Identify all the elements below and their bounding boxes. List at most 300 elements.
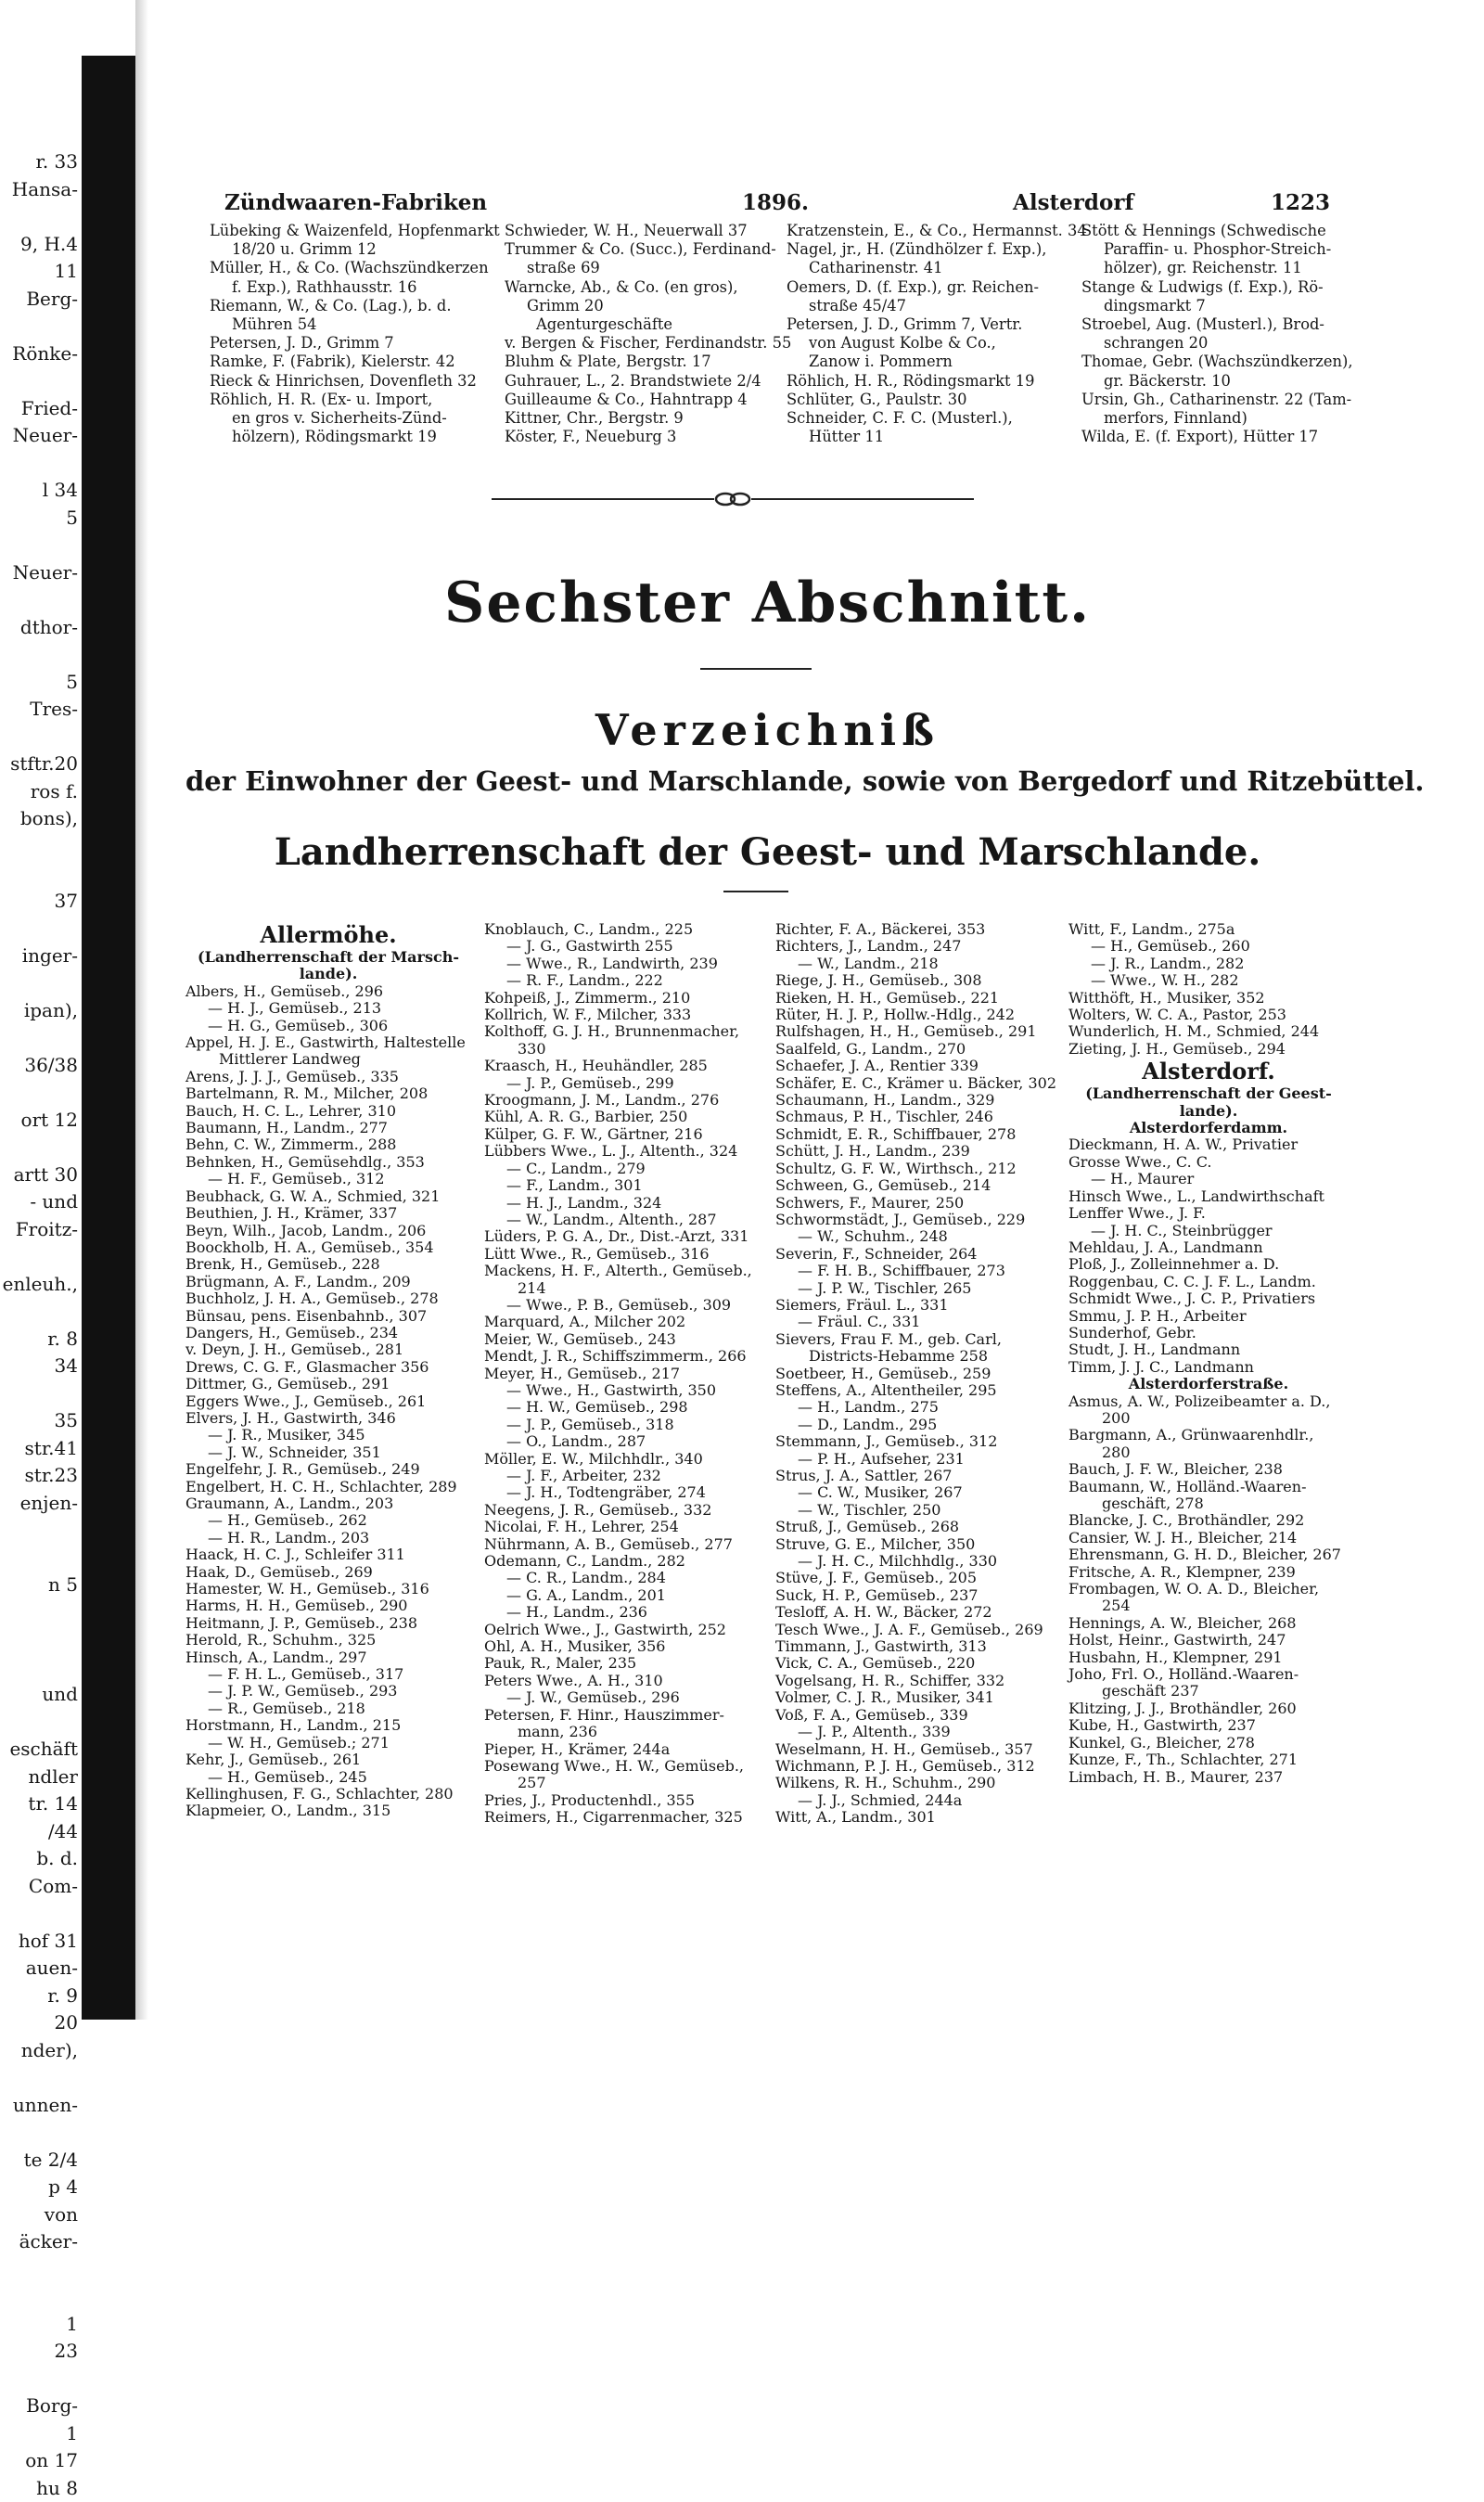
listing-line: Ursin, Gh., Catharinenstr. 22 (Tam- bbox=[1081, 391, 1350, 409]
listing-line: Petersen, J. D., Grimm 7, Vertr. bbox=[787, 315, 1078, 334]
fragment-line: hof 31 bbox=[0, 1928, 82, 1956]
resident-entry: Tesloff, A. H. W., Bäcker, 272 bbox=[775, 1604, 1054, 1621]
listing-line: Riemann, W., & Co. (Lag.), b. d. bbox=[210, 297, 505, 315]
fragment-line: hu 8 bbox=[0, 2475, 82, 2502]
resident-entry: — J. F., Arbeiter, 232 bbox=[484, 1468, 762, 1484]
resident-entry: Sievers, Frau F. M., geb. Carl, bbox=[775, 1331, 1054, 1348]
resident-entry: Soetbeer, H., Gemüseb., 259 bbox=[775, 1366, 1054, 1382]
listing-line: Oemers, D. (f. Exp.), gr. Reichen- bbox=[787, 278, 1078, 297]
resident-entry: — Wwe., P. B., Gemüseb., 309 bbox=[484, 1297, 762, 1314]
resident-entry: Limbach, H. B., Maurer, 237 bbox=[1068, 1769, 1349, 1786]
resident-entry: Harms, H. H., Gemüseb., 290 bbox=[186, 1597, 471, 1614]
resident-entry: Ohl, A. H., Musiker, 356 bbox=[484, 1638, 762, 1655]
section-heading: Allermöhe. bbox=[186, 921, 471, 949]
resident-entry: — H., Gemüseb., 260 bbox=[1068, 938, 1349, 955]
fragment-line bbox=[0, 450, 82, 478]
resident-entry: Sunderhof, Gebr. bbox=[1068, 1325, 1349, 1341]
listing-line: Rieck & Hinrichsen, Dovenfleth 32 bbox=[210, 372, 505, 391]
fragment-line: Com- bbox=[0, 1873, 82, 1901]
resident-entry: Meyer, H., Gemüseb., 217 bbox=[484, 1366, 762, 1382]
resident-entry: 280 bbox=[1068, 1444, 1349, 1461]
resident-entry: geschäft, 278 bbox=[1068, 1495, 1349, 1512]
fragment-line: auen- bbox=[0, 1955, 82, 1982]
fragment-line: eschäft bbox=[0, 1736, 82, 1764]
resident-entry: 330 bbox=[484, 1041, 762, 1058]
resident-entry: Struß, J., Gemüseb., 268 bbox=[775, 1519, 1054, 1535]
fragment-line bbox=[0, 1134, 82, 1161]
match-factory-listing bbox=[186, 222, 1350, 621]
resident-entry: Klitzing, J. J., Brothändler, 260 bbox=[1068, 1700, 1349, 1717]
resident-entry: Blancke, J. C., Brothändler, 292 bbox=[1068, 1512, 1349, 1529]
resident-entry: Witt, F., Landm., 275a bbox=[1068, 921, 1349, 938]
listing-line: Nagel, jr., H. (Zündhölzer f. Exp.), bbox=[787, 240, 1078, 259]
main-column-3 bbox=[775, 921, 1054, 1827]
resident-entry: — D., Landm., 295 bbox=[775, 1417, 1054, 1433]
resident-entry: Eggers Wwe., J., Gemüseb., 261 bbox=[186, 1393, 471, 1410]
resident-entry: Appel, H. J. E., Gastwirth, Haltestelle bbox=[186, 1034, 471, 1051]
resident-entry: Suck, H. P., Gemüseb., 237 bbox=[775, 1587, 1054, 1604]
resident-entry: Kroogmann, J. M., Landm., 276 bbox=[484, 1092, 762, 1109]
resident-entry: — O., Landm., 287 bbox=[484, 1433, 762, 1450]
resident-entry: v. Deyn, J. H., Gemüseb., 281 bbox=[186, 1341, 471, 1358]
fragment-line: 5 bbox=[0, 669, 82, 697]
fragment-line: und bbox=[0, 1681, 82, 1709]
fragment-line: artt 30 bbox=[0, 1161, 82, 1189]
listing-line: Guilleaume & Co., Hahntrapp 4 bbox=[505, 391, 783, 409]
listing-line: straße 69 bbox=[505, 259, 783, 277]
section-heading: lande). bbox=[1068, 1103, 1349, 1120]
resident-entry: Bargmann, A., Grünwaarenhdlr., bbox=[1068, 1427, 1349, 1443]
resident-entry: Ehrensmann, G. H. D., Bleicher, 267 bbox=[1068, 1546, 1349, 1563]
resident-entry: Buchholz, J. H. A., Gemüseb., 278 bbox=[186, 1290, 471, 1307]
fragment-line: enjen- bbox=[0, 1490, 82, 1518]
fragment-line bbox=[0, 969, 82, 997]
resident-entry: Boockholb, H. A., Gemüseb., 354 bbox=[186, 1239, 471, 1256]
fragment-line bbox=[0, 532, 82, 559]
fragment-line bbox=[0, 1709, 82, 1737]
fragment-line: 1 bbox=[0, 2420, 82, 2448]
fragment-line bbox=[0, 860, 82, 888]
main-column-1 bbox=[186, 921, 471, 1820]
resident-entry: Wilkens, R. H., Schuhm., 290 bbox=[775, 1775, 1054, 1791]
resident-entry: — J. H. C., Milchhdlg., 330 bbox=[775, 1553, 1054, 1570]
resident-entry: — W., Landm., 218 bbox=[775, 956, 1054, 972]
resident-entry: Odemann, C., Landm., 282 bbox=[484, 1553, 762, 1570]
resident-entry: — H., Landm., 275 bbox=[775, 1399, 1054, 1416]
resident-entry: Peters Wwe., A. H., 310 bbox=[484, 1673, 762, 1689]
listing-line: Zanow i. Pommern bbox=[787, 353, 1078, 371]
resident-entry: Kohpeiß, J., Zimmerm., 210 bbox=[484, 990, 762, 1007]
listing-line: Kratzenstein, E., & Co., Hermannst. 34 bbox=[787, 222, 1078, 240]
listing-line: Stroebel, Aug. (Musterl.), Brod- bbox=[1081, 315, 1350, 334]
resident-entry: Smmu, J. P. H., Arbeiter bbox=[1068, 1308, 1349, 1325]
fragment-line bbox=[0, 1298, 82, 1326]
resident-entry: — P. H., Aufseher, 231 bbox=[775, 1451, 1054, 1468]
fragment-line bbox=[0, 641, 82, 669]
resident-entry: — Fräul. C., 331 bbox=[775, 1314, 1054, 1330]
listing-line: Stött & Hennings (Schwedische bbox=[1081, 222, 1350, 240]
listing-line: Stange & Ludwigs (f. Exp.), Rö- bbox=[1081, 278, 1350, 297]
resident-entry: Meier, W., Gemüseb., 243 bbox=[484, 1331, 762, 1348]
fragment-line: ipan), bbox=[0, 997, 82, 1025]
listing-line: Lübeking & Waizenfeld, Hopfenmarkt bbox=[210, 222, 505, 240]
listing-line: Petersen, J. D., Grimm 7 bbox=[210, 334, 505, 353]
resident-entry: Frombagen, W. O. A. D., Bleicher, bbox=[1068, 1581, 1349, 1597]
resident-entry: Kunze, F., Th., Schlachter, 271 bbox=[1068, 1751, 1349, 1768]
header-page-number: 1223 bbox=[1271, 190, 1330, 215]
fragment-line: Fried- bbox=[0, 395, 82, 423]
listing-line: Mühren 54 bbox=[210, 315, 505, 334]
resident-entry: Witt, A., Landm., 301 bbox=[775, 1809, 1054, 1826]
fragment-line bbox=[0, 2064, 82, 2092]
resident-entry: — H., Maurer bbox=[1068, 1171, 1349, 1187]
listing-line: Hütter 11 bbox=[787, 428, 1078, 446]
resident-entry: Cansier, W. J. H., Bleicher, 214 bbox=[1068, 1530, 1349, 1546]
resident-entry: Dittmer, G., Gemüseb., 291 bbox=[186, 1376, 471, 1392]
resident-entry: — C. R., Landm., 284 bbox=[484, 1570, 762, 1586]
fragment-line bbox=[0, 2283, 82, 2311]
resident-entry: Lenffer Wwe., J. F. bbox=[1068, 1205, 1349, 1222]
fragment-line: Neuer- bbox=[0, 559, 82, 587]
resident-entry: Grosse Wwe., C. C. bbox=[1068, 1154, 1349, 1171]
fragment-line bbox=[0, 1024, 82, 1052]
resident-entry: Nührmann, A. B., Gemüseb., 277 bbox=[484, 1536, 762, 1553]
resident-entry: Beyn, Wilh., Jacob, Landm., 206 bbox=[186, 1223, 471, 1239]
resident-entry: Marquard, A., Milcher 202 bbox=[484, 1314, 762, 1330]
fragment-line: nder), bbox=[0, 2037, 82, 2065]
resident-entry: Schmaus, P. H., Tischler, 246 bbox=[775, 1109, 1054, 1125]
resident-entry: Oelrich Wwe., J., Gastwirth, 252 bbox=[484, 1622, 762, 1638]
main-column-2 bbox=[484, 921, 762, 1827]
listing-line: Schneider, C. F. C. (Musterl.), bbox=[787, 409, 1078, 428]
resident-entry: Herold, R., Schuhm., 325 bbox=[186, 1632, 471, 1649]
resident-entry: Pauk, R., Maler, 235 bbox=[484, 1655, 762, 1672]
resident-entry: Schmidt, E. R., Schiffbauer, 278 bbox=[775, 1126, 1054, 1143]
fragment-line: bons), bbox=[0, 805, 82, 833]
listing-line: Paraffin- u. Phosphor-Streich- bbox=[1081, 240, 1350, 259]
fragment-line: ndler bbox=[0, 1764, 82, 1791]
resident-entry: Stüve, J. F., Gemüseb., 205 bbox=[775, 1570, 1054, 1586]
resident-entry: Schultz, G. F. W., Wirthsch., 212 bbox=[775, 1161, 1054, 1177]
resident-entry: — J. P., Gemüseb., 318 bbox=[484, 1417, 762, 1433]
resident-entry: Volmer, C. J. R., Musiker, 341 bbox=[775, 1689, 1054, 1706]
resident-entry: — J. J., Schmied, 244a bbox=[775, 1792, 1054, 1809]
resident-entry: Vick, C. A., Gemüseb., 220 bbox=[775, 1655, 1054, 1672]
resident-entry: — J. P. W., Gemüseb., 293 bbox=[186, 1683, 471, 1700]
resident-entry: Schäfer, E. C., Krämer u. Bäcker, 302 bbox=[775, 1075, 1054, 1092]
fragment-line: ros f. bbox=[0, 778, 82, 806]
resident-entry: Hinsch Wwe., L., Landwirthschaft bbox=[1068, 1188, 1349, 1205]
resident-entry: Beubhack, G. W. A., Schmied, 321 bbox=[186, 1188, 471, 1205]
facing-page-fragments bbox=[0, 148, 82, 1967]
resident-entry: Lüders, P. G. A., Dr., Dist.-Arzt, 331 bbox=[484, 1228, 762, 1245]
resident-entry: Bünsau, pens. Eisenbahnb., 307 bbox=[186, 1308, 471, 1325]
listing-line: 18/20 u. Grimm 12 bbox=[210, 240, 505, 259]
fragment-line: unnen- bbox=[0, 2092, 82, 2120]
fragment-line: tr. 14 bbox=[0, 1790, 82, 1818]
fragment-line bbox=[0, 586, 82, 614]
resident-entry: Möller, E. W., Milchhdlr., 340 bbox=[484, 1451, 762, 1468]
listing-line: f. Exp.), Rathhausstr. 16 bbox=[210, 278, 505, 297]
resident-listing bbox=[186, 921, 1350, 1988]
resident-entry: Rieken, H. H., Gemüseb., 221 bbox=[775, 990, 1054, 1007]
running-header bbox=[186, 190, 1350, 218]
section-heading: (Landherrenschaft der Marsch- bbox=[186, 949, 471, 966]
resident-entry: Steffens, A., Altentheiler, 295 bbox=[775, 1382, 1054, 1399]
fragment-line: 5 bbox=[0, 505, 82, 532]
resident-entry: Drews, C. G. F., Glasmacher 356 bbox=[186, 1359, 471, 1376]
resident-entry: Neegens, J. R., Gemüseb., 332 bbox=[484, 1502, 762, 1519]
listing-line: gr. Bäckerstr. 10 bbox=[1081, 372, 1350, 391]
resident-entry: Schaumann, H., Landm., 329 bbox=[775, 1092, 1054, 1109]
resident-entry: — F. H. B., Schiffbauer, 273 bbox=[775, 1263, 1054, 1279]
section-heading: Alsterdorferdamm. bbox=[1068, 1120, 1349, 1136]
fragment-line: Hansa- bbox=[0, 176, 82, 204]
resident-entry: Wichmann, P. J. H., Gemüseb., 312 bbox=[775, 1758, 1054, 1775]
resident-entry: Bauch, H. C. L., Lehrer, 310 bbox=[186, 1103, 471, 1120]
fragment-line: 1 bbox=[0, 2311, 82, 2339]
resident-entry: Baumann, W., Holländ.-Waaren- bbox=[1068, 1479, 1349, 1495]
resident-entry: — J. R., Landm., 282 bbox=[1068, 956, 1349, 972]
resident-entry: Petersen, F. Hinr., Hauszimmer- bbox=[484, 1707, 762, 1724]
fragment-line: r. 33 bbox=[0, 148, 82, 176]
listing-line: von August Kolbe & Co., bbox=[787, 334, 1078, 353]
resident-entry: — J. P., Altenth., 339 bbox=[775, 1724, 1054, 1740]
fragment-line: Neuer- bbox=[0, 422, 82, 450]
listing-line: Agenturgeschäfte bbox=[505, 315, 783, 334]
resident-entry: — J. H. C., Steinbrügger bbox=[1068, 1223, 1349, 1239]
fragment-line bbox=[0, 1545, 82, 1572]
resident-entry: — H. W., Gemüseb., 298 bbox=[484, 1399, 762, 1416]
fragment-line bbox=[0, 313, 82, 340]
resident-entry: — F. H. L., Gemüseb., 317 bbox=[186, 1666, 471, 1683]
resident-entry: Brenk, H., Gemüseb., 228 bbox=[186, 1256, 471, 1273]
title-rule-2 bbox=[723, 891, 788, 892]
resident-entry: Nicolai, F. H., Lehrer, 254 bbox=[484, 1519, 762, 1535]
resident-entry: Strus, J. A., Sattler, 267 bbox=[775, 1468, 1054, 1484]
resident-entry: — G. A., Landm., 201 bbox=[484, 1587, 762, 1604]
resident-entry: Lübbers Wwe., L. J., Altenth., 324 bbox=[484, 1143, 762, 1160]
resident-entry: Posewang Wwe., H. W., Gemüseb., bbox=[484, 1758, 762, 1775]
listing-line: Trummer & Co. (Succ.), Ferdinand- bbox=[505, 240, 783, 259]
district-title: Landherrenschaft der Geest- und Marschlande. bbox=[186, 830, 1350, 874]
resident-entry: Kube, H., Gastwirth, 237 bbox=[1068, 1717, 1349, 1734]
listing-line: Wilda, E. (f. Export), Hütter 17 bbox=[1081, 428, 1350, 446]
fragment-line: b. d. bbox=[0, 1845, 82, 1873]
listing-line: schrangen 20 bbox=[1081, 334, 1350, 353]
resident-entry: Albers, H., Gemüseb., 296 bbox=[186, 983, 471, 1000]
fragment-line: r. 8 bbox=[0, 1326, 82, 1354]
fragment-line: 11 bbox=[0, 258, 82, 286]
fragment-line: Froitz- bbox=[0, 1216, 82, 1244]
resident-entry: Kraasch, H., Heuhändler, 285 bbox=[484, 1058, 762, 1074]
resident-entry: Joho, Frl. O., Holländ.-Waaren- bbox=[1068, 1666, 1349, 1683]
fragment-line bbox=[0, 1517, 82, 1545]
resident-entry: Haak, D., Gemüseb., 269 bbox=[186, 1564, 471, 1581]
resident-entry: — W., Landm., Altenth., 287 bbox=[484, 1212, 762, 1228]
resident-entry: — C., Landm., 279 bbox=[484, 1161, 762, 1177]
fragment-line: Borg- bbox=[0, 2393, 82, 2420]
fragment-line bbox=[0, 1243, 82, 1271]
listing-line: Schlüter, G., Paulstr. 30 bbox=[787, 391, 1078, 409]
resident-entry: Mehldau, J. A., Landmann bbox=[1068, 1239, 1349, 1256]
resident-entry: — J. W., Schneider, 351 bbox=[186, 1444, 471, 1461]
resident-entry: Knoblauch, C., Landm., 225 bbox=[484, 921, 762, 938]
resident-entry: mann, 236 bbox=[484, 1724, 762, 1740]
listing-line: en gros v. Sicherheits-Zünd- bbox=[210, 409, 505, 428]
resident-entry: Richters, J., Landm., 247 bbox=[775, 938, 1054, 955]
resident-entry: — Wwe., R., Landwirth, 239 bbox=[484, 956, 762, 972]
fragment-line: 34 bbox=[0, 1353, 82, 1380]
resident-entry: — H. G., Gemüseb., 306 bbox=[186, 1018, 471, 1034]
resident-entry: Schwormstädt, J., Gemüseb., 229 bbox=[775, 1212, 1054, 1228]
resident-entry: Dangers, H., Gemüseb., 234 bbox=[186, 1325, 471, 1341]
fragment-line: 37 bbox=[0, 888, 82, 916]
scan-binding-edge bbox=[82, 56, 135, 2020]
listing-line: Thomae, Gebr. (Wachszündkerzen), bbox=[1081, 353, 1350, 371]
fragment-line: ort 12 bbox=[0, 1107, 82, 1135]
fragment-line bbox=[0, 2256, 82, 2284]
header-left: Zündwaaren-Fabriken bbox=[224, 190, 487, 215]
fragment-line: - und bbox=[0, 1188, 82, 1216]
listing-line: Köster, F., Neueburg 3 bbox=[505, 428, 783, 446]
resident-entry: Asmus, A. W., Polizeibeamter a. D., bbox=[1068, 1393, 1349, 1410]
resident-entry: 254 bbox=[1068, 1597, 1349, 1614]
resident-entry: Kühl, A. R. G., Barbier, 250 bbox=[484, 1109, 762, 1125]
fragment-line: inger- bbox=[0, 943, 82, 970]
resident-entry: — H. R., Landm., 203 bbox=[186, 1530, 471, 1546]
listing-line: Röhlich, H. R., Rödingsmarkt 19 bbox=[787, 372, 1078, 391]
listing-line: hölzern), Rödingsmarkt 19 bbox=[210, 428, 505, 446]
listing-line: Kittner, Chr., Bergstr. 9 bbox=[505, 409, 783, 428]
fragment-line: 20 bbox=[0, 2009, 82, 2037]
resident-entry: Haack, H. C. J., Schleifer 311 bbox=[186, 1546, 471, 1563]
resident-entry: Mackens, H. F., Alterth., Gemüseb., bbox=[484, 1263, 762, 1279]
fragment-line: str.23 bbox=[0, 1462, 82, 1490]
header-right: Alsterdorf bbox=[1013, 190, 1133, 215]
resident-entry: Severin, F., Schneider, 264 bbox=[775, 1246, 1054, 1263]
resident-entry: Schmidt Wwe., J. C. P., Privatiers bbox=[1068, 1290, 1349, 1307]
fragment-line: te 2/4 bbox=[0, 2147, 82, 2175]
resident-entry: Struve, G. E., Milcher, 350 bbox=[775, 1536, 1054, 1553]
resident-entry: Kolthoff, G. J. H., Brunnenmacher, bbox=[484, 1023, 762, 1040]
resident-entry: Husbahn, H., Klempner, 291 bbox=[1068, 1649, 1349, 1666]
resident-entry: — H. F., Gemüseb., 312 bbox=[186, 1171, 471, 1187]
resident-entry: Siemers, Fräul. L., 331 bbox=[775, 1297, 1054, 1314]
fragment-line bbox=[0, 1626, 82, 1654]
top-column-3 bbox=[787, 222, 1078, 446]
top-column-1 bbox=[210, 222, 505, 446]
fragment-line bbox=[0, 1654, 82, 1682]
listing-line: Catharinenstr. 41 bbox=[787, 259, 1078, 277]
resident-entry: Mittlerer Landweg bbox=[186, 1051, 471, 1068]
resident-entry: Riege, J. H., Gemüseb., 308 bbox=[775, 972, 1054, 989]
resident-entry: Pieper, H., Krämer, 244a bbox=[484, 1741, 762, 1758]
resident-entry: Pries, J., Productenhdl., 355 bbox=[484, 1792, 762, 1809]
fragment-line bbox=[0, 833, 82, 861]
section-heading: lande). bbox=[186, 966, 471, 982]
listing-line: Müller, H., & Co. (Wachszündkerzen bbox=[210, 259, 505, 277]
resident-entry: 200 bbox=[1068, 1410, 1349, 1427]
resident-entry: Wunderlich, H. M., Schmied, 244 bbox=[1068, 1023, 1349, 1040]
resident-entry: geschäft 237 bbox=[1068, 1683, 1349, 1700]
resident-entry: — W. H., Gemüseb.; 271 bbox=[186, 1735, 471, 1751]
title-rule-1 bbox=[700, 668, 812, 670]
resident-entry: — H., Landm., 236 bbox=[484, 1604, 762, 1621]
section-heading: Alsterdorferstraße. bbox=[1068, 1376, 1349, 1392]
resident-entry: Richter, F. A., Bäckerei, 353 bbox=[775, 921, 1054, 938]
page-gutter bbox=[135, 0, 148, 2020]
resident-entry: — F., Landm., 301 bbox=[484, 1177, 762, 1194]
resident-entry: — W., Schuhm., 248 bbox=[775, 1228, 1054, 1245]
resident-entry: Roggenbau, C. C. J. F. L., Landm. bbox=[1068, 1274, 1349, 1290]
resident-entry: Elvers, J. H., Gastwirth, 346 bbox=[186, 1410, 471, 1427]
resident-entry: Fritsche, A. R., Klempner, 239 bbox=[1068, 1564, 1349, 1581]
directory-title: Verzeichniß bbox=[186, 705, 1350, 755]
resident-entry: Klapmeier, O., Landm., 315 bbox=[186, 1803, 471, 1819]
listing-line: Warncke, Ab., & Co. (en gros), bbox=[505, 278, 783, 297]
resident-entry: Zieting, J. H., Gemüseb., 294 bbox=[1068, 1041, 1349, 1058]
fragment-line: /44 bbox=[0, 1818, 82, 1846]
fragment-line: on 17 bbox=[0, 2447, 82, 2475]
fragment-line bbox=[0, 2119, 82, 2147]
fragment-line: Berg- bbox=[0, 286, 82, 314]
resident-entry: Reimers, H., Cigarrenmacher, 325 bbox=[484, 1809, 762, 1826]
resident-entry: Arens, J. J. J., Gemüseb., 335 bbox=[186, 1069, 471, 1085]
fragment-line: str.41 bbox=[0, 1435, 82, 1463]
resident-entry: Ploß, J., Zolleinnehmer a. D. bbox=[1068, 1256, 1349, 1273]
resident-entry: — J. P., Gemüseb., 299 bbox=[484, 1075, 762, 1092]
listing-line: dingsmarkt 7 bbox=[1081, 297, 1350, 315]
listing-line: straße 45/47 bbox=[787, 297, 1078, 315]
resident-entry: — R. F., Landm., 222 bbox=[484, 972, 762, 989]
resident-entry: Heitmann, J. P., Gemüseb., 238 bbox=[186, 1615, 471, 1632]
fragment-line: r. 9 bbox=[0, 1982, 82, 2010]
listing-line: merfors, Finnland) bbox=[1081, 409, 1350, 428]
resident-entry: Kehr, J., Gemüseb., 261 bbox=[186, 1751, 471, 1768]
resident-entry: Kollrich, W. F., Milcher, 333 bbox=[484, 1007, 762, 1023]
resident-entry: 257 bbox=[484, 1775, 762, 1791]
fragment-line bbox=[0, 1079, 82, 1107]
listing-line: Ramke, F. (Fabrik), Kielerstr. 42 bbox=[210, 353, 505, 371]
resident-entry: Brügmann, A. F., Landm., 209 bbox=[186, 1274, 471, 1290]
resident-entry: Vogelsang, H. R., Schiffer, 332 bbox=[775, 1673, 1054, 1689]
resident-entry: Timm, J. J. C., Landmann bbox=[1068, 1359, 1349, 1376]
section-heading: (Landherrenschaft der Geest- bbox=[1068, 1085, 1349, 1102]
directory-subtitle: der Einwohner der Geest- und Marschlande, sowie von Bergedorf und Ritzebüttel. bbox=[186, 765, 1350, 797]
fragment-line: äcker- bbox=[0, 2228, 82, 2256]
resident-entry: Voß, F. A., Gemüseb., 339 bbox=[775, 1707, 1054, 1724]
resident-entry: — J. H., Todtengräber, 274 bbox=[484, 1484, 762, 1501]
fragment-line: 9, H.4 bbox=[0, 231, 82, 259]
listing-line: Guhrauer, L., 2. Brandstwiete 2/4 bbox=[505, 372, 783, 391]
resident-entry: Engelbert, H. C. H., Schlachter, 289 bbox=[186, 1479, 471, 1495]
fragment-line bbox=[0, 915, 82, 943]
resident-entry: Holst, Heinr., Gastwirth, 247 bbox=[1068, 1632, 1349, 1649]
resident-entry: Schwers, F., Maurer, 250 bbox=[775, 1195, 1054, 1212]
listing-line: Röhlich, H. R. (Ex- u. Import, bbox=[210, 391, 505, 409]
resident-entry: — H. J., Gemüseb., 213 bbox=[186, 1000, 471, 1017]
fragment-line bbox=[0, 724, 82, 751]
resident-entry: Studt, J. H., Landmann bbox=[1068, 1341, 1349, 1358]
section-title: Sechster Abschnitt. bbox=[186, 571, 1350, 635]
resident-entry: — W., Tischler, 250 bbox=[775, 1502, 1054, 1519]
main-column-4 bbox=[1068, 921, 1349, 1786]
fragment-line: enleuh., bbox=[0, 1271, 82, 1299]
fragment-line bbox=[0, 1599, 82, 1627]
resident-entry: — H. J., Landm., 324 bbox=[484, 1195, 762, 1212]
resident-entry: Timmann, J., Gastwirth, 313 bbox=[775, 1638, 1054, 1655]
